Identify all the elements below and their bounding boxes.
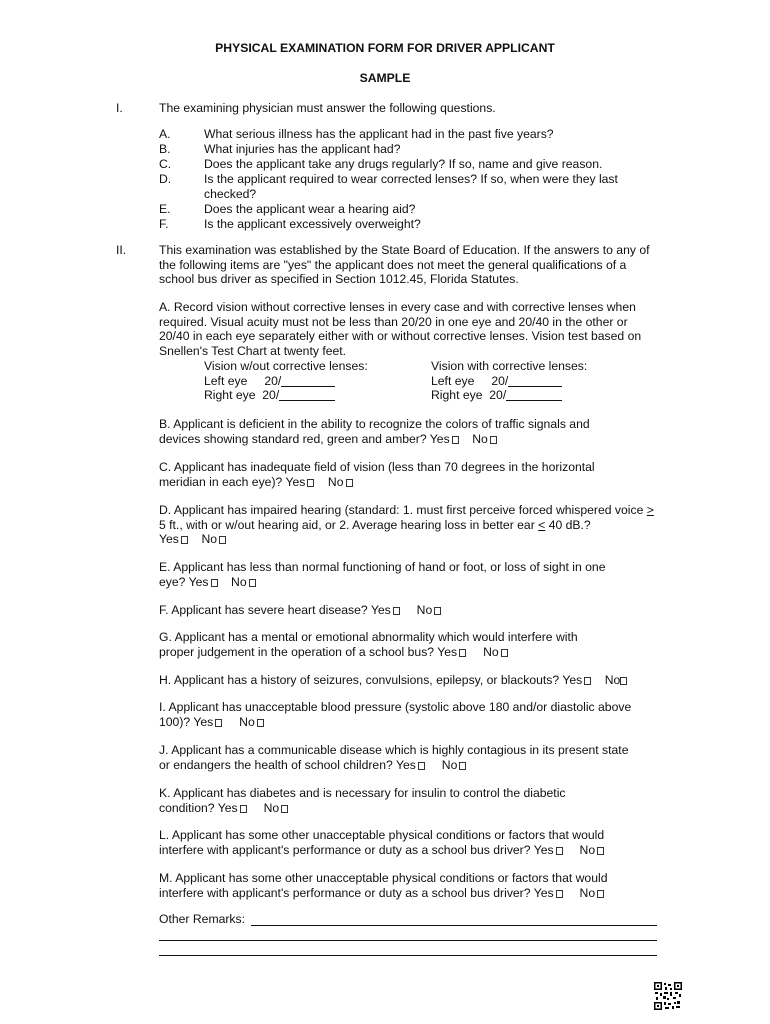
yes-label: Yes bbox=[217, 800, 238, 815]
item-l-text: L. Applicant has some other unacceptable physical conditions or factors that would interfere with applicant's performance or duty as a school bus driver? bbox=[159, 828, 605, 857]
form-title: PHYSICAL EXAMINATION FORM FOR DRIVER APPLICANT bbox=[215, 41, 555, 55]
yes-label: Yes bbox=[188, 574, 209, 589]
no-label: No bbox=[201, 532, 218, 546]
no-label: No bbox=[416, 603, 433, 617]
no-checkbox[interactable] bbox=[257, 719, 264, 727]
yes-label: Yes bbox=[370, 603, 391, 617]
acuity-prefix: 20/ bbox=[489, 388, 507, 402]
no-checkbox[interactable] bbox=[219, 536, 226, 544]
yes-checkbox[interactable] bbox=[240, 805, 247, 813]
question-text: Is the applicant required to wear corrected lenses? If so, when were they last checked? bbox=[204, 172, 618, 201]
item-l bbox=[159, 828, 634, 857]
item-k bbox=[159, 786, 599, 815]
item-m-text: M. Applicant has some other unacceptable physical conditions or factors that would interfere with applicant's performance or duty as a school bus driver? bbox=[159, 871, 608, 900]
no-label: No bbox=[483, 644, 499, 659]
no-label: No bbox=[441, 757, 458, 772]
item-h bbox=[159, 673, 699, 688]
question-letter: B. bbox=[159, 142, 171, 156]
other-remarks-label: Other Remarks: bbox=[159, 912, 246, 926]
no-label: No bbox=[472, 431, 488, 446]
yes-label: Yes bbox=[429, 431, 450, 446]
other-remarks-line-1[interactable] bbox=[251, 925, 657, 926]
question-letter: E. bbox=[159, 202, 171, 216]
yes-label: Yes bbox=[533, 885, 554, 900]
item-m bbox=[159, 871, 634, 900]
le-symbol: < bbox=[538, 517, 546, 532]
yes-checkbox[interactable] bbox=[459, 649, 466, 657]
no-label: No bbox=[263, 800, 280, 815]
yes-checkbox[interactable] bbox=[211, 579, 218, 587]
item-i-text: I. Applicant has unacceptable blood pressure (systolic above 180 and/or diastolic above 100)? bbox=[159, 700, 632, 729]
right-eye-with-field[interactable] bbox=[506, 389, 562, 401]
form-subtitle: SAMPLE bbox=[359, 71, 411, 85]
item-d-text: D. Applicant has impaired hearing (standard: 1. must first perceive forced whispered voice bbox=[159, 503, 644, 517]
question-text: Is the applicant excessively overweight? bbox=[204, 217, 421, 231]
other-remarks-line-3[interactable] bbox=[159, 955, 657, 956]
no-checkbox[interactable] bbox=[490, 436, 497, 444]
yes-label: Yes bbox=[193, 714, 214, 729]
question-letter: F. bbox=[159, 217, 169, 231]
item-d-text-2: 5 ft., with or w/out hearing aid, or 2. Average hearing loss in better ear bbox=[159, 517, 535, 532]
left-eye-without-field[interactable] bbox=[281, 375, 335, 387]
ge-symbol: > bbox=[646, 503, 654, 517]
yes-checkbox[interactable] bbox=[556, 847, 563, 855]
acuity-prefix: 20/ bbox=[262, 388, 280, 402]
yes-checkbox[interactable] bbox=[215, 719, 222, 727]
item-i bbox=[159, 700, 634, 729]
left-eye-with-row bbox=[431, 374, 562, 389]
yes-label: Yes bbox=[562, 673, 583, 687]
left-eye-label: Left eye bbox=[431, 374, 475, 388]
yes-checkbox[interactable] bbox=[307, 479, 314, 487]
item-f-text: F. Applicant has severe heart disease? bbox=[159, 603, 368, 617]
right-eye-without-field[interactable] bbox=[279, 389, 335, 401]
yes-label: Yes bbox=[395, 757, 416, 772]
yes-checkbox[interactable] bbox=[584, 677, 591, 685]
question-text: Does the applicant take any drugs regularly? If so, name and give reason. bbox=[204, 157, 603, 171]
no-label: No bbox=[239, 714, 255, 729]
question-letter: A. bbox=[159, 127, 171, 141]
item-f bbox=[159, 603, 659, 618]
yes-label: Yes bbox=[533, 842, 554, 857]
question-text: What injuries has the applicant had? bbox=[204, 142, 401, 156]
acuity-prefix: 20/ bbox=[491, 374, 509, 388]
left-eye-label: Left eye bbox=[204, 374, 248, 388]
yes-checkbox[interactable] bbox=[393, 607, 400, 615]
yes-checkbox[interactable] bbox=[452, 436, 459, 444]
item-h-text: H. Applicant has a history of seizures, convulsions, epilepsy, or blackouts? bbox=[159, 673, 560, 687]
no-checkbox[interactable] bbox=[597, 890, 604, 898]
no-checkbox[interactable] bbox=[346, 479, 353, 487]
left-eye-with-field[interactable] bbox=[508, 375, 562, 387]
right-eye-without-row bbox=[204, 388, 335, 403]
item-j bbox=[159, 743, 629, 772]
item-g-text: G. Applicant has a mental or emotional abnormality which would interfere with proper judgement in the operation of a school bus? bbox=[159, 630, 578, 659]
item-j-text: J. Applicant has a communicable disease which is highly contagious in its present state or endangers the health of school children? bbox=[159, 743, 629, 772]
yes-checkbox[interactable] bbox=[418, 762, 425, 770]
vision-without-title: Vision w/out corrective lenses: bbox=[204, 359, 368, 373]
yes-checkbox[interactable] bbox=[556, 890, 563, 898]
other-remarks-line-2[interactable] bbox=[159, 940, 657, 941]
section-1-intro: The examining physician must answer the following questions. bbox=[159, 101, 496, 115]
question-letter: C. bbox=[159, 157, 172, 171]
question-text: What serious illness has the applicant had in the past five years? bbox=[204, 127, 554, 141]
section-2-numeral: II. bbox=[116, 243, 127, 257]
item-c bbox=[159, 460, 629, 489]
no-checkbox[interactable] bbox=[597, 847, 604, 855]
item-b bbox=[159, 417, 629, 446]
yes-label: Yes bbox=[285, 474, 306, 489]
yes-checkbox[interactable] bbox=[181, 536, 188, 544]
no-label: No bbox=[579, 842, 596, 857]
no-checkbox[interactable] bbox=[501, 649, 508, 657]
no-label: No bbox=[327, 474, 344, 489]
item-d-text-3: 40 dB.? bbox=[548, 517, 591, 532]
item-g bbox=[159, 630, 604, 659]
yes-label: Yes bbox=[159, 532, 179, 546]
no-label: No bbox=[579, 885, 596, 900]
right-eye-label: Right eye bbox=[204, 388, 256, 402]
item-a-text: A. Record vision without corrective lenses in every case and with corrective lenses when required. Visual acuity must not be less than 20/20 in one eye and 20/40 in the other or 20/40 in each eye separately either with or without corrective lenses. Vision test based on Snellen's Test Chart at twenty feet. bbox=[159, 300, 642, 358]
no-checkbox[interactable] bbox=[281, 805, 288, 813]
qr-code-icon bbox=[654, 982, 682, 1010]
section-1-numeral: I. bbox=[116, 101, 123, 115]
no-checkbox[interactable] bbox=[249, 579, 256, 587]
yes-label: Yes bbox=[437, 644, 458, 659]
left-eye-without-row bbox=[204, 374, 335, 389]
no-label: No bbox=[231, 574, 247, 589]
item-k-text: K. Applicant has diabetes and is necessary for insulin to control the diabetic condition? bbox=[159, 786, 566, 815]
item-b-text: B. Applicant is deficient in the ability to recognize the colors of traffic signals and devices showing standard red, green and amber? bbox=[159, 417, 590, 446]
no-checkbox[interactable] bbox=[434, 607, 441, 615]
item-d bbox=[159, 503, 654, 547]
right-eye-with-row bbox=[431, 388, 562, 403]
acuity-prefix: 20/ bbox=[264, 374, 282, 388]
item-e-text: E. Applicant has less than normal functioning of hand or foot, or loss of sight in one eye? bbox=[159, 560, 606, 589]
no-checkbox[interactable] bbox=[459, 762, 466, 770]
no-label: No bbox=[604, 673, 621, 687]
question-letter: D. bbox=[159, 172, 172, 186]
right-eye-label: Right eye bbox=[431, 388, 483, 402]
item-e bbox=[159, 560, 634, 589]
question-text: Does the applicant wear a hearing aid? bbox=[204, 202, 416, 216]
no-checkbox[interactable] bbox=[620, 677, 627, 685]
section-2-intro: This examination was established by the State Board of Education. If the answers to any of the following items are "yes" the applicant does not meet the general qualifications of a school bus driver as specified in Section 1012.45, Florida Statutes. bbox=[159, 243, 650, 286]
vision-with-title: Vision with corrective lenses: bbox=[431, 359, 588, 373]
item-c-text: C. Applicant has inadequate field of vision (less than 70 degrees in the horizontal meridian in each eye)? bbox=[159, 460, 595, 489]
